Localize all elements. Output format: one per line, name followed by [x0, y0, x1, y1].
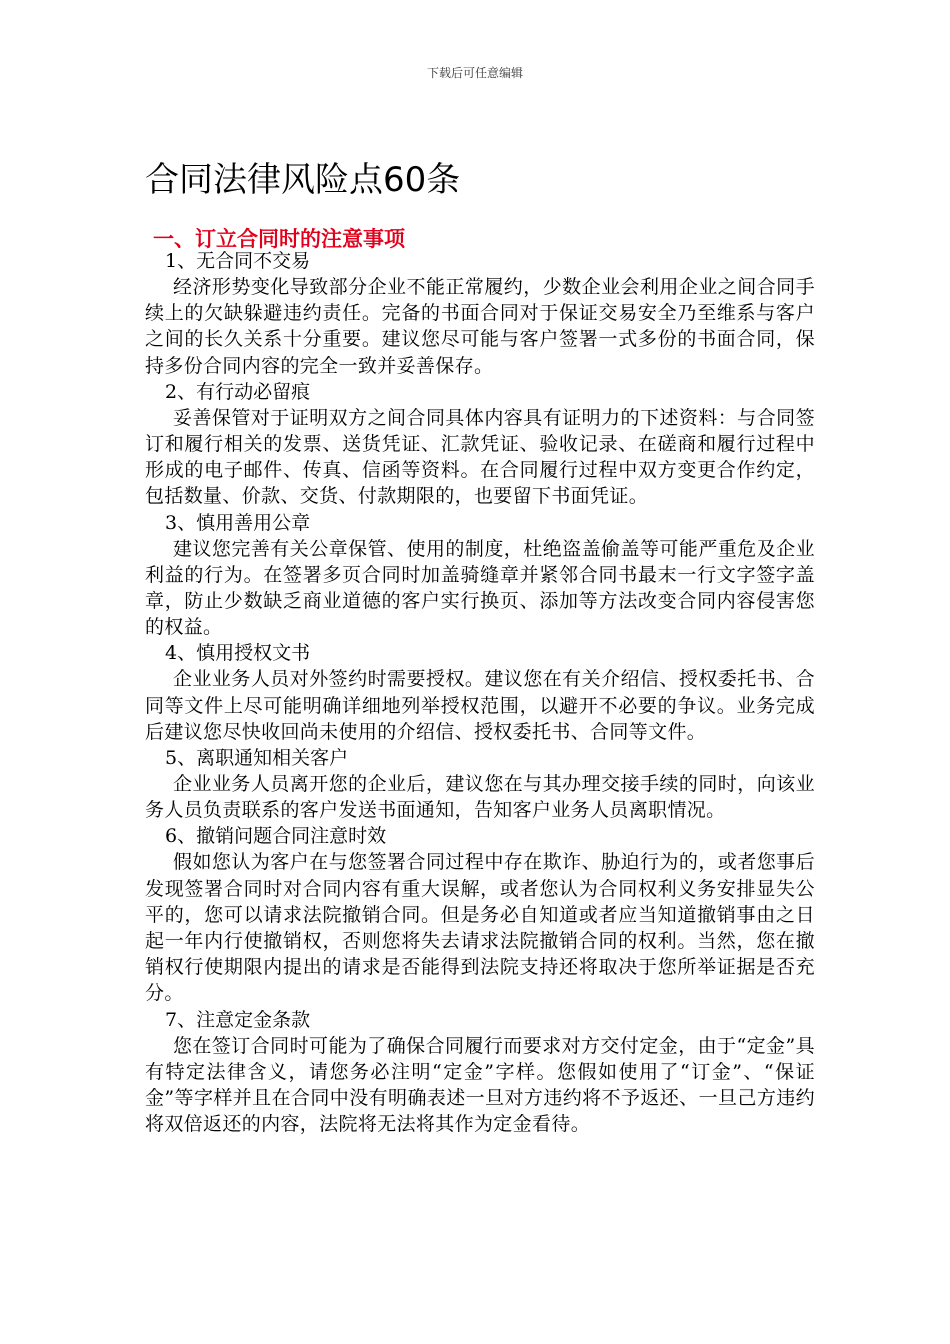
clause-text: 经济形势变化导致部分企业不能正常履约，少数企业会利用企业之间合同手续上的欠缺躲避违约责任。完备的书面合同对于保证交易安全乃至维系与客户之间的长久关系十分重要。建议您尽可能与客户签署一式多份的书面合同，保持多份合同内容的完全一致并妥善保存。 [145, 276, 815, 377]
document-body [145, 248, 815, 1137]
clause-6 [145, 823, 815, 1006]
clause-heading: 1、无合同不交易 [165, 250, 311, 272]
clause-heading: 4、慎用授权文书 [165, 642, 311, 665]
clause-text: 企业业务人员离开您的企业后，建议您在与其办理交接手续的同时，向该业务人员负责联系的客户发送书面通知，告知客户业务人员离职情况。 [145, 773, 815, 822]
clause-heading: 6、撤销问题合同注意时效 [165, 825, 387, 848]
clause-text: 您在签订合同时可能为了确保合同履行而要求对方交付定金，由于“定金”具有特定法律含义，请您务必注明“定金”字样。您假如使用了“订金”、“保证金”等字样并且在合同中没有明确表述一旦对方违约将不予返还、一旦己方违约将双倍返还的内容，法院将无法将其作为定金看待。 [145, 1034, 815, 1136]
clause-heading: 5、离职通知相关客户 [165, 747, 349, 770]
clause-4 [145, 640, 815, 745]
document-title: 合同法律风险点60条 [145, 160, 461, 200]
clause-text: 建议您完善有关公章保管、使用的制度，杜绝盗盖偷盖等可能严重危及企业利益的行为。在签署多页合同时加盖骑缝章并紧邻合同书最末一行文字签字盖章，防止少数缺乏商业道德的客户实行换页、添加等方法改变合同内容侵害您的权益。 [145, 537, 815, 639]
clause-5 [145, 745, 815, 823]
clause-3 [145, 510, 815, 641]
clause-2 [145, 379, 815, 510]
clause-text: 假如您认为客户在与您签署合同过程中存在欺诈、胁迫行为的，或者您事后发现签署合同时对合同内容有重大误解，或者您认为合同权利义务安排显失公平的，您可以请求法院撤销合同。但是务必自知道或者应当知道撤销事由之日起一年内行使撤销权，否则您将失去请求法院撤销合同的权利。当然，您在撤销权行使期限内提出的请求是否能得到法院支持还将取决于您所举证据是否充分。 [145, 851, 815, 1005]
clause-1 [145, 248, 815, 379]
clause-heading: 7、注意定金条款 [165, 1008, 311, 1031]
clause-heading: 3、慎用善用公章 [165, 511, 311, 534]
page-header-note: 下载后可任意编辑 [426, 66, 523, 80]
clause-7 [145, 1007, 815, 1138]
clause-text: 妥善保管对于证明双方之间合同具体内容具有证明力的下述资料：与合同签订和履行相关的发票、送货凭证、汇款凭证、验收记录、在磋商和履行过程中形成的电子邮件、传真、信函等资料。在合同履行过程中双方变更合作约定，包括数量、价款、交货、付款期限的，也要留下书面凭证。 [145, 406, 815, 508]
clause-heading: 2、有行动必留痕 [165, 380, 311, 403]
section-heading: 一、订立合同时的注意事项 [153, 227, 405, 251]
clause-text: 企业业务人员对外签约时需要授权。建议您在有关介绍信、授权委托书、合同等文件上尽可能明确详细地列举授权范围，以避开不必要的争议。业务完成后建议您尽快收回尚未使用的介绍信、授权委托书、合同等文件。 [145, 668, 815, 743]
